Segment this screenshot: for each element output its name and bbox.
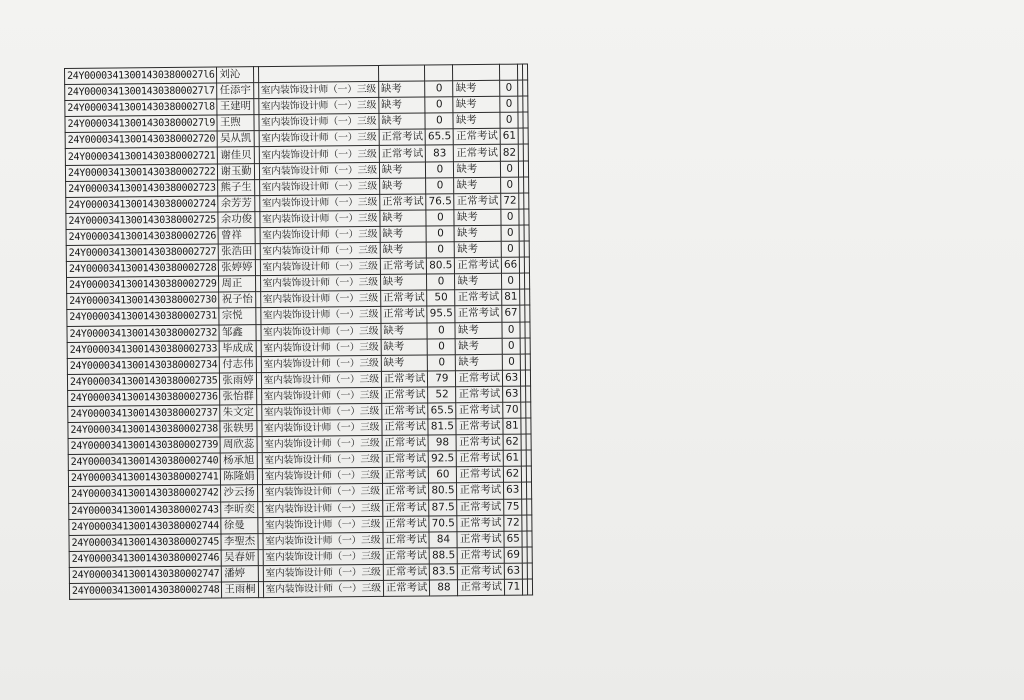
name-cell: 沙云扬: [221, 485, 257, 501]
theory-status-cell: 正常考试: [382, 451, 429, 468]
blank-cell: [527, 466, 532, 482]
ticket-id-cell: 24Y000034130014303800027l9: [65, 115, 218, 133]
practical-status-cell: 缺考: [454, 209, 501, 226]
blank-cell: [525, 321, 530, 337]
name-cell: 杨承旭: [221, 453, 257, 469]
occupation-cell: 室内装饰设计师（一）三级: [262, 500, 382, 517]
practical-score-cell: [500, 64, 518, 80]
theory-status-cell: 正常考试: [382, 467, 429, 484]
theory-score-cell: 84: [429, 531, 457, 547]
practical-score-cell: 61: [503, 450, 521, 466]
occupation-cell: 室内装饰设计师（一）三级: [262, 452, 382, 469]
occupation-cell: 室内装饰设计师（一）三级: [262, 484, 382, 501]
theory-status-cell: 缺考: [381, 355, 428, 372]
name-cell: 王雨桐: [222, 582, 258, 598]
ticket-id-cell: 24Y00003413001430380002742: [69, 485, 222, 503]
blank-cell: [525, 305, 530, 321]
practical-score-cell: 63: [502, 370, 520, 386]
blank-cell: [525, 338, 530, 354]
practical-score-cell: 62: [503, 466, 521, 482]
name-cell: 张轶男: [220, 421, 256, 437]
blank-cell: [524, 144, 529, 160]
theory-status-cell: 正常考试: [383, 564, 430, 581]
practical-status-cell: 正常考试: [457, 531, 504, 548]
ticket-id-cell: 24Y00003413001430380002720: [65, 131, 218, 149]
occupation-cell: 室内装饰设计师（一）三级: [261, 403, 381, 420]
occupation-cell: 室内装饰设计师（一）三级: [259, 210, 379, 227]
ticket-id-cell: 24Y00003413001430380002724: [66, 196, 219, 214]
practical-status-cell: [453, 64, 500, 81]
occupation-cell: 室内装饰设计师（一）三级: [263, 580, 383, 597]
theory-status-cell: 正常考试: [382, 403, 429, 420]
ticket-id-cell: 24Y00003413001430380002730: [67, 292, 220, 310]
practical-status-cell: 缺考: [453, 80, 500, 97]
occupation-cell: 室内装饰设计师（一）三级: [262, 468, 382, 485]
ticket-id-cell: 24Y000034130014303800027l6: [65, 67, 218, 85]
occupation-cell: 室内装饰设计师（一）三级: [261, 387, 381, 404]
practical-score-cell: 72: [504, 515, 522, 531]
ticket-id-cell: 24Y00003413001430380002739: [68, 437, 221, 455]
blank-cell: [527, 482, 532, 498]
occupation-cell: 室内装饰设计师（一）三级: [260, 291, 380, 308]
blank-cell: [523, 112, 528, 128]
practical-score-cell: 63: [504, 483, 522, 499]
ticket-id-cell: 24Y00003413001430380002731: [67, 308, 220, 326]
practical-status-cell: 正常考试: [458, 547, 505, 564]
theory-score-cell: 76.5: [426, 193, 454, 209]
practical-score-cell: 67: [502, 306, 520, 322]
theory-score-cell: 50: [427, 290, 455, 306]
theory-status-cell: 正常考试: [381, 306, 428, 323]
theory-status-cell: [378, 65, 425, 82]
theory-status-cell: 缺考: [379, 97, 426, 114]
theory-status-cell: 正常考试: [379, 145, 426, 162]
blank-cell: [523, 64, 528, 80]
theory-score-cell: 0: [427, 274, 455, 290]
theory-score-cell: 83.5: [430, 564, 458, 580]
practical-status-cell: 正常考试: [457, 483, 504, 500]
theory-score-cell: 0: [426, 161, 454, 177]
practical-status-cell: 缺考: [455, 322, 502, 339]
theory-score-cell: 0: [427, 322, 455, 338]
practical-score-cell: 0: [502, 322, 520, 338]
practical-status-cell: 正常考试: [457, 499, 504, 516]
ticket-id-cell: 24Y00003413001430380002747: [69, 566, 222, 584]
theory-score-cell: 81.5: [428, 419, 456, 435]
occupation-cell: 室内装饰设计师（一）三级: [260, 226, 380, 243]
blank-cell: [524, 177, 529, 193]
occupation-cell: 室内装饰设计师（一）三级: [258, 98, 378, 115]
occupation-cell: 室内装饰设计师（一）三级: [259, 114, 379, 131]
practical-score-cell: 0: [501, 209, 519, 225]
exam-results-table: [64, 64, 533, 601]
theory-score-cell: 88.5: [429, 548, 457, 564]
theory-status-cell: 正常考试: [381, 371, 428, 388]
theory-status-cell: 正常考试: [383, 516, 430, 533]
ticket-id-cell: 24Y00003413001430380002734: [67, 357, 220, 375]
practical-status-cell: 缺考: [455, 273, 502, 290]
theory-score-cell: 79: [428, 370, 456, 386]
ticket-id-cell: 24Y000034130014303800027l7: [65, 83, 218, 101]
practical-status-cell: 正常考试: [456, 418, 503, 435]
occupation-cell: 室内装饰设计师（一）三级: [260, 275, 380, 292]
theory-score-cell: 0: [425, 113, 453, 129]
theory-score-cell: 60: [429, 467, 457, 483]
practical-score-cell: 72: [501, 193, 519, 209]
practical-status-cell: 正常考试: [457, 467, 504, 484]
name-cell: 王煦: [217, 115, 253, 131]
practical-score-cell: 65: [504, 531, 522, 547]
ticket-id-cell: 24Y00003413001430380002721: [65, 147, 218, 165]
ticket-id-cell: 24Y00003413001430380002732: [67, 324, 220, 342]
ticket-id-cell: 24Y00003413001430380002729: [67, 276, 220, 294]
name-cell: 刘沁: [217, 67, 253, 83]
theory-score-cell: 92.5: [429, 451, 457, 467]
practical-score-cell: 0: [502, 273, 520, 289]
blank-cell: [523, 80, 528, 96]
theory-status-cell: 缺考: [379, 178, 426, 195]
practical-status-cell: 正常考试: [458, 563, 505, 580]
occupation-cell: 室内装饰设计师（一）三级: [259, 146, 379, 163]
blank-cell: [527, 515, 532, 531]
theory-status-cell: 正常考试: [382, 483, 429, 500]
practical-score-cell: 0: [501, 225, 519, 241]
name-cell: 潘婷: [222, 566, 258, 582]
occupation-cell: 室内装饰设计师（一）三级: [261, 323, 381, 340]
theory-status-cell: 正常考试: [379, 129, 426, 146]
theory-status-cell: 正常考试: [382, 435, 429, 452]
theory-status-cell: 正常考试: [383, 548, 430, 565]
blank-cell: [524, 241, 529, 257]
occupation-cell: 室内装饰设计师（一）三级: [260, 242, 380, 259]
theory-score-cell: 65.5: [428, 403, 456, 419]
practical-status-cell: 正常考试: [457, 434, 504, 451]
theory-score-cell: 95.5: [427, 306, 455, 322]
blank-cell: [528, 563, 533, 579]
theory-score-cell: 70.5: [429, 515, 457, 531]
practical-score-cell: 0: [502, 354, 520, 370]
practical-status-cell: 缺考: [453, 96, 500, 113]
name-cell: 谢佳贝: [218, 147, 254, 163]
practical-score-cell: 62: [503, 434, 521, 450]
occupation-cell: 室内装饰设计师（一）三级: [262, 419, 382, 436]
theory-score-cell: 0: [427, 338, 455, 354]
ticket-id-cell: 24Y00003413001430380002725: [66, 212, 219, 230]
name-cell: 吴从凯: [218, 131, 254, 147]
theory-score-cell: 80.5: [429, 483, 457, 499]
practical-status-cell: 正常考试: [458, 579, 505, 596]
blank-cell: [525, 257, 530, 273]
ticket-id-cell: 24Y00003413001430380002738: [68, 421, 221, 439]
practical-status-cell: 正常考试: [457, 515, 504, 532]
practical-score-cell: 63: [504, 563, 522, 579]
occupation-cell: 室内装饰设计师（一）三级: [259, 194, 379, 211]
ticket-id-cell: 24Y00003413001430380002736: [68, 389, 221, 407]
name-cell: 张婷婷: [219, 260, 255, 276]
name-cell: 邹鑫: [219, 324, 255, 340]
name-cell: 陈隆娟: [221, 469, 257, 485]
ticket-id-cell: 24Y00003413001430380002746: [69, 550, 222, 568]
occupation-cell: 室内装饰设计师（一）三级: [263, 532, 383, 549]
practical-status-cell: 缺考: [455, 241, 502, 258]
occupation-cell: 室内装饰设计师（一）三级: [262, 516, 382, 533]
theory-status-cell: 正常考试: [382, 500, 429, 517]
occupation-cell: 室内装饰设计师（一）三级: [259, 130, 379, 147]
practical-score-cell: 0: [500, 96, 518, 112]
name-cell: 熊子生: [218, 179, 254, 195]
theory-score-cell: 88: [430, 580, 458, 596]
practical-score-cell: 81: [502, 289, 520, 305]
occupation-cell: 室内装饰设计师（一）三级: [260, 307, 380, 324]
practical-score-cell: 63: [503, 386, 521, 402]
practical-status-cell: 正常考试: [455, 257, 502, 274]
practical-score-cell: 82: [500, 145, 518, 161]
ticket-id-cell: 24Y00003413001430380002744: [69, 518, 222, 536]
name-cell: 吴春妍: [222, 549, 258, 565]
theory-status-cell: 缺考: [379, 162, 426, 179]
name-cell: 张怡群: [220, 389, 256, 405]
ticket-id-cell: 24Y00003413001430380002745: [69, 534, 222, 552]
practical-status-cell: 缺考: [456, 338, 503, 355]
theory-status-cell: 缺考: [380, 210, 427, 227]
name-cell: 李昕奕: [221, 501, 257, 517]
occupation-cell: 室内装饰设计师（一）三级: [262, 436, 382, 453]
practical-score-cell: 0: [501, 177, 519, 193]
theory-score-cell: 0: [426, 226, 454, 242]
theory-score-cell: 0: [428, 354, 456, 370]
theory-score-cell: 65.5: [425, 129, 453, 145]
blank-cell: [524, 225, 529, 241]
theory-score-cell: 80.5: [427, 258, 455, 274]
theory-score-cell: 87.5: [429, 499, 457, 515]
theory-status-cell: 正常考试: [380, 258, 427, 275]
theory-score-cell: 98: [428, 435, 456, 451]
occupation-cell: 室内装饰设计师（一）三级: [261, 371, 381, 388]
practical-score-cell: 0: [500, 112, 518, 128]
theory-status-cell: 正常考试: [380, 290, 427, 307]
practical-score-cell: 71: [504, 579, 522, 595]
name-cell: 周欣蕊: [220, 437, 256, 453]
theory-status-cell: 正常考试: [382, 419, 429, 436]
practical-status-cell: 正常考试: [456, 386, 503, 403]
theory-score-cell: [425, 65, 453, 81]
name-cell: 任添宇: [217, 83, 253, 99]
name-cell: 李聖杰: [221, 533, 257, 549]
practical-status-cell: 正常考试: [455, 306, 502, 323]
practical-score-cell: 0: [500, 80, 518, 96]
blank-cell: [525, 273, 530, 289]
theory-status-cell: 正常考试: [381, 387, 428, 404]
name-cell: 毕成成: [220, 340, 256, 356]
practical-status-cell: 正常考试: [454, 129, 501, 146]
name-cell: 祝子怡: [219, 292, 255, 308]
practical-score-cell: 69: [504, 547, 522, 563]
practical-score-cell: 81: [503, 418, 521, 434]
blank-cell: [524, 193, 529, 209]
blank-cell: [526, 354, 531, 370]
name-cell: 徐曼: [221, 517, 257, 533]
theory-status-cell: 缺考: [379, 113, 426, 130]
practical-score-cell: 0: [501, 241, 519, 257]
practical-status-cell: 正常考试: [454, 145, 501, 162]
table-body: [65, 64, 533, 600]
ticket-id-cell: 24Y000034130014303800027l8: [65, 99, 218, 117]
practical-status-cell: 缺考: [453, 113, 500, 130]
blank-cell: [527, 531, 532, 547]
theory-score-cell: 0: [425, 81, 453, 97]
ticket-id-cell: 24Y00003413001430380002727: [66, 244, 219, 262]
blank-cell: [523, 128, 528, 144]
blank-cell: [524, 209, 529, 225]
practical-status-cell: 正常考试: [457, 451, 504, 468]
blank-cell: [526, 370, 531, 386]
occupation-cell: 室内装饰设计师（一）三级: [261, 339, 381, 356]
blank-cell: [526, 386, 531, 402]
blank-cell: [524, 161, 529, 177]
theory-status-cell: 缺考: [381, 322, 428, 339]
name-cell: 余芳芳: [218, 195, 254, 211]
theory-status-cell: 正常考试: [380, 194, 427, 211]
practical-score-cell: 70: [503, 402, 521, 418]
blank-cell: [526, 434, 531, 450]
occupation-cell: 室内装饰设计师（一）三级: [261, 355, 381, 372]
theory-score-cell: 0: [425, 97, 453, 113]
blank-cell: [527, 499, 532, 515]
name-cell: 张浩田: [219, 244, 255, 260]
name-cell: 周正: [219, 276, 255, 292]
name-cell: 宗悦: [219, 308, 255, 324]
ticket-id-cell: 24Y00003413001430380002737: [68, 405, 221, 423]
ticket-id-cell: 24Y00003413001430380002728: [66, 260, 219, 278]
practical-score-cell: 0: [502, 338, 520, 354]
occupation-cell: 室内装饰设计师（一）三级: [263, 548, 383, 565]
theory-score-cell: 83: [426, 145, 454, 161]
theory-status-cell: 缺考: [378, 81, 425, 98]
theory-score-cell: 52: [428, 387, 456, 403]
practical-status-cell: 正常考试: [454, 193, 501, 210]
occupation-cell: 室内装饰设计师（一）三级: [258, 82, 378, 99]
theory-score-cell: 0: [427, 242, 455, 258]
ticket-id-cell: 24Y00003413001430380002743: [69, 502, 222, 520]
theory-score-cell: 0: [426, 177, 454, 193]
practical-score-cell: 66: [501, 257, 519, 273]
blank-cell: [525, 289, 530, 305]
name-cell: 王建明: [217, 99, 253, 115]
practical-status-cell: 正常考试: [456, 370, 503, 387]
ticket-id-cell: 24Y00003413001430380002740: [68, 453, 221, 471]
ticket-id-cell: 24Y00003413001430380002733: [67, 341, 220, 359]
theory-status-cell: 正常考试: [383, 532, 430, 549]
blank-cell: [526, 450, 531, 466]
occupation-cell: [258, 65, 378, 82]
theory-score-cell: 0: [426, 210, 454, 226]
name-cell: 余功俊: [218, 211, 254, 227]
occupation-cell: 室内装饰设计师（一）三级: [259, 178, 379, 195]
theory-status-cell: 缺考: [380, 242, 427, 259]
practical-status-cell: 缺考: [455, 225, 502, 242]
ticket-id-cell: 24Y00003413001430380002741: [68, 469, 221, 487]
blank-cell: [523, 96, 528, 112]
name-cell: 朱文定: [220, 405, 256, 421]
occupation-cell: 室内装饰设计师（一）三级: [260, 259, 380, 276]
practical-status-cell: 缺考: [454, 161, 501, 178]
name-cell: 谢玉勤: [218, 163, 254, 179]
blank-cell: [528, 579, 533, 595]
blank-cell: [527, 547, 532, 563]
ticket-id-cell: 24Y00003413001430380002726: [66, 228, 219, 246]
blank-cell: [526, 402, 531, 418]
theory-status-cell: 缺考: [381, 339, 428, 356]
occupation-cell: 室内装饰设计师（一）三级: [263, 564, 383, 581]
name-cell: 张雨婷: [220, 372, 256, 388]
name-cell: 付志伟: [220, 356, 256, 372]
name-cell: 曾祥: [218, 228, 254, 244]
practical-status-cell: 正常考试: [455, 290, 502, 307]
theory-status-cell: 正常考试: [383, 580, 430, 597]
ticket-id-cell: 24Y00003413001430380002723: [66, 180, 219, 198]
practical-status-cell: 正常考试: [456, 402, 503, 419]
ticket-id-cell: 24Y00003413001430380002735: [67, 373, 220, 391]
practical-score-cell: 0: [500, 161, 518, 177]
practical-score-cell: 61: [500, 128, 518, 144]
occupation-cell: 室内装饰设计师（一）三级: [259, 162, 379, 179]
theory-status-cell: 缺考: [380, 226, 427, 243]
theory-status-cell: 缺考: [380, 274, 427, 291]
practical-score-cell: 75: [504, 499, 522, 515]
practical-status-cell: 缺考: [454, 177, 501, 194]
ticket-id-cell: 24Y00003413001430380002748: [69, 582, 222, 600]
blank-cell: [526, 418, 531, 434]
ticket-id-cell: 24Y00003413001430380002722: [65, 164, 218, 182]
practical-status-cell: 缺考: [456, 354, 503, 371]
